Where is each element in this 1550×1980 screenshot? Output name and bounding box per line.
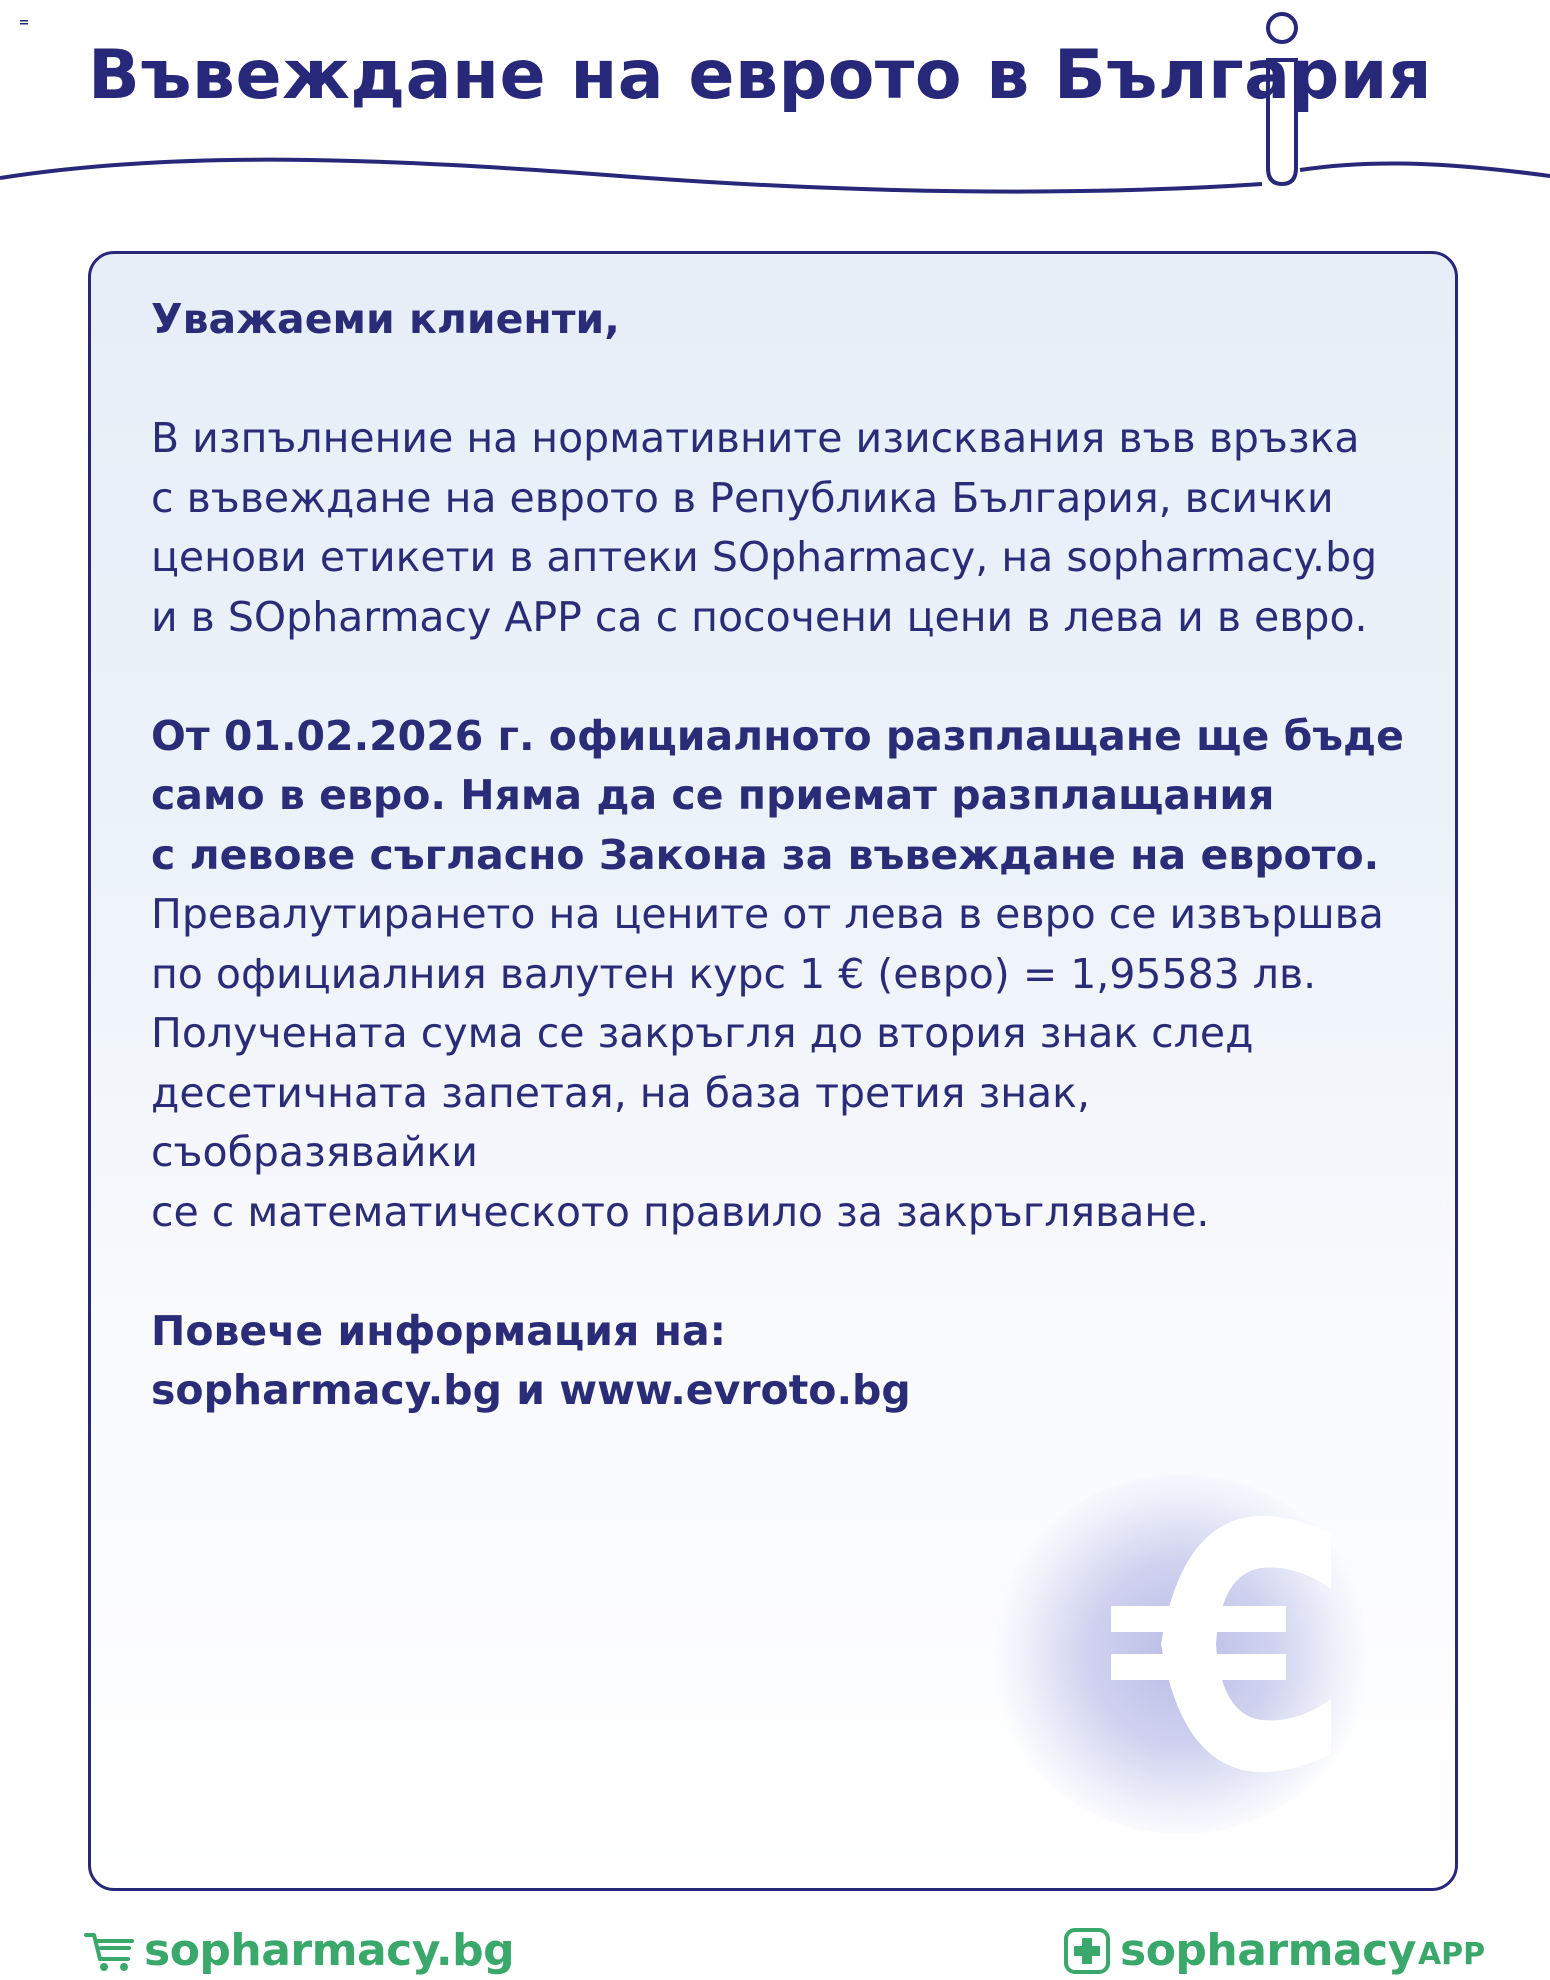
notice-card: [88, 251, 1458, 1891]
pharmacy-cross-icon: [1064, 1928, 1110, 1974]
more-info-links[interactable]: sopharmacy.bg и www.evroto.bg: [151, 1366, 911, 1414]
shopping-cart-icon: [84, 1929, 136, 1973]
euro-icon: [1091, 1494, 1391, 1794]
footer-website-label: sopharmacy.bg: [144, 1925, 515, 1976]
greeting: Уважаеми клиенти,: [151, 295, 620, 343]
conversion-paragraph: Превалутирането на цените от лева в евро се извършва по официалния валутен курс 1 € (евро) = 1,95583 лв. Получената сума се закръгля до втория знак след десетичната запетая, на база третия знак, съобразявайки се с математическото правило за закръгляване.: [151, 890, 1384, 1236]
footer-website-link[interactable]: [84, 1925, 514, 1976]
footer-app-label: sopharmacy: [1120, 1925, 1416, 1976]
page-title: Въвеждане на еврото в България: [88, 36, 1433, 115]
notice-text: [151, 290, 1411, 1421]
footer-app-link[interactable]: [1064, 1925, 1485, 1976]
payment-notice-bold: От 01.02.2026 г. официалното разплащане ще бъде само в евро. Няма да се приемат разплащания с левове съгласно Закона за въвеждане на еврото.: [151, 711, 1404, 879]
footer-app-suffix: APP: [1417, 1937, 1486, 1972]
corner-mark-icon: [20, 20, 28, 25]
intro-paragraph: В изпълнение на нормативните изисквания във връзка с въвеждане на еврото в Република България, всички ценови етикети в аптеки SOpharmacy, на sopharmacy.bg и в SOpharmacy APP са с посочени цени в лева и в евро.: [151, 414, 1378, 641]
more-info-label: Повече информация на:: [151, 1306, 727, 1355]
